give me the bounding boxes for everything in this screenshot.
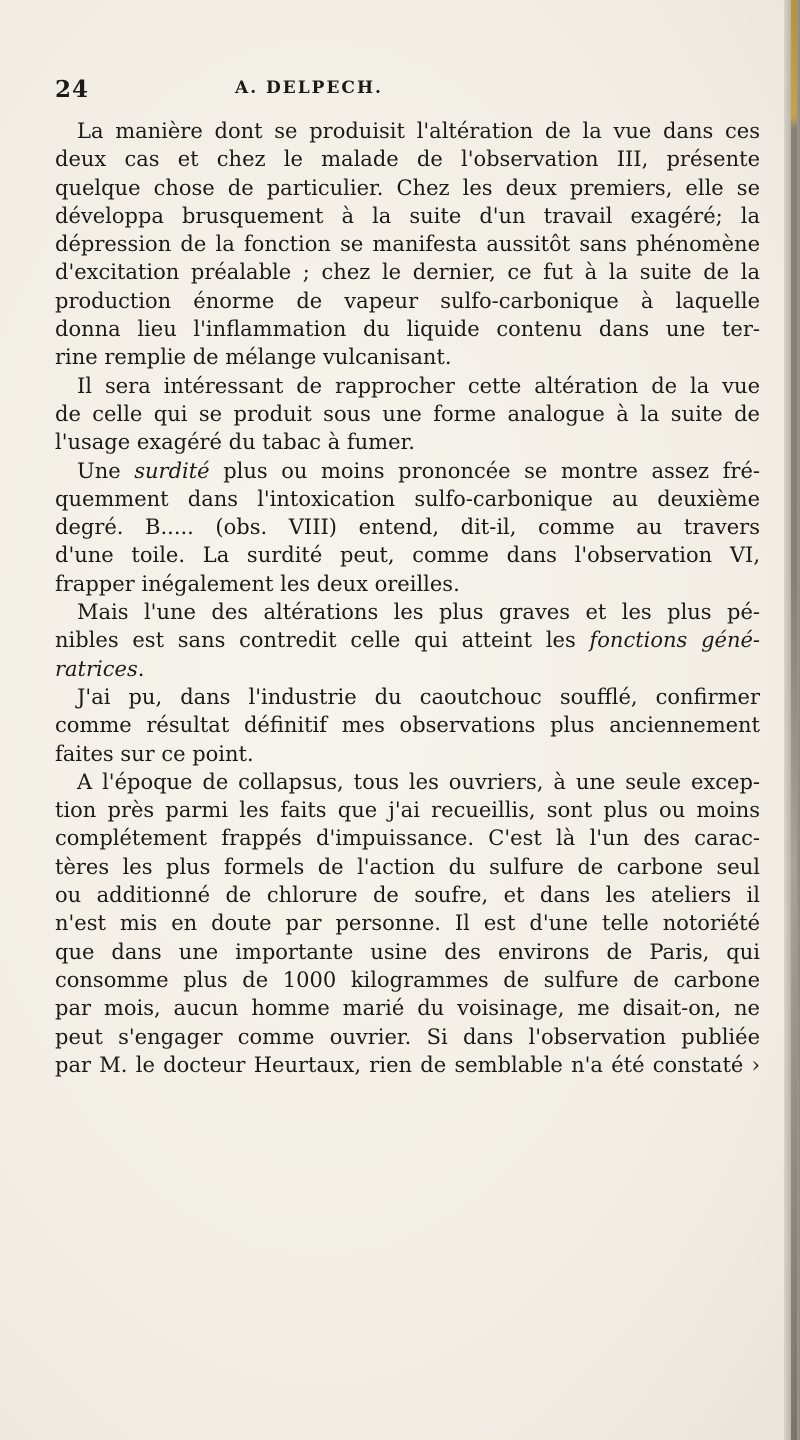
text-line: ou additionné de chlorure de soufre, et dans les ateliers il <box>55 883 760 908</box>
text-segment: Une <box>77 458 135 483</box>
text-line: J'ai pu, dans l'industrie du caoutchouc soufflé, confirmer <box>77 684 760 709</box>
text-segment: . <box>137 656 145 681</box>
text-line: rine remplie de mélange vulcanisant. <box>55 345 452 370</box>
text-line: d'une toile. La surdité peut, comme dans l'observation VI, <box>55 543 760 568</box>
text-segment: plus ou moins prononcée se montre assez fré- <box>209 458 760 483</box>
text-line: deux cas et chez le malade de l'observation III, présente <box>55 147 760 172</box>
body-text <box>55 117 760 1079</box>
text-line: complétement frappés d'impuissance. C'est là l'un des carac- <box>55 826 760 851</box>
text-line: de celle qui se produit sous une forme analogue à la suite de <box>55 401 760 426</box>
text-line <box>55 655 760 683</box>
text-line: consomme plus de 1000 kilogrammes de sulfure de carbone <box>55 967 760 992</box>
book-binding-edge <box>791 0 797 1440</box>
text-line: Il sera intéressant de rapprocher cette altération de la vue <box>77 373 760 398</box>
italic-term: surdité <box>134 458 210 483</box>
page-header <box>55 76 755 112</box>
text-line: quelque chose de particulier. Chez les deux premiers, elle se <box>55 175 760 200</box>
text-line: peut s'engager comme ouvrier. Si dans l'observation publiée <box>55 1024 760 1049</box>
page-number: 24 <box>55 76 90 103</box>
text-line: l'usage exagéré du tabac à fumer. <box>55 430 415 455</box>
italic-term: ratrices <box>55 656 138 681</box>
text-line: par M. le docteur Heurtaux, rien de semblable n'a été constaté › <box>55 1052 760 1077</box>
text-line: que dans une importante usine des environs de Paris, qui <box>55 939 760 964</box>
text-line: faites sur ce point. <box>55 741 254 766</box>
running-head: A. DELPECH. <box>235 78 383 98</box>
text-line: quemment dans l'intoxication sulfo-carbonique au deuxième <box>55 486 760 511</box>
text-line: production énorme de vapeur sulfo-carbonique à laquelle <box>55 288 760 313</box>
text-line: d'excitation préalable ; chez le dernier, ce fut à la suite de la <box>55 260 760 285</box>
text-line: Mais l'une des altérations les plus graves et les plus pé- <box>77 600 760 625</box>
text-line: par mois, aucun homme marié du voisinage, me disait-on, ne <box>55 996 760 1021</box>
text-line: n'est mis en doute par personne. Il est d'une telle notoriété <box>55 911 760 936</box>
text-line: donna lieu l'inflammation du liquide contenu dans une ter- <box>55 317 760 342</box>
italic-term: fonctions géné- <box>589 628 760 653</box>
text-line: tères les plus formels de l'action du sulfure de carbone seul <box>55 854 760 879</box>
text-line: frapper inégalement les deux oreilles. <box>55 571 460 596</box>
text-line: A l'époque de collapsus, tous les ouvriers, à une seule excep- <box>77 769 760 794</box>
text-line: La manière dont se produisit l'altération de la vue dans ces <box>77 119 760 143</box>
text-line <box>55 626 760 654</box>
text-line: développa brusquement à la suite d'un travail exagéré; la <box>55 203 760 228</box>
text-line: dépression de la fonction se manifesta aussitôt sans phénomène <box>55 232 760 257</box>
text-line: tion près parmi les faits que j'ai recueillis, sont plus ou moins <box>55 798 760 823</box>
text-line <box>55 457 760 485</box>
text-segment: nibles est sans contredit celle qui atteint les <box>55 628 590 653</box>
text-line: comme résultat définitif mes observations plus anciennement <box>55 713 760 738</box>
text-line: degré. B..... (obs. VIII) entend, dit-il, comme au travers <box>55 515 760 540</box>
